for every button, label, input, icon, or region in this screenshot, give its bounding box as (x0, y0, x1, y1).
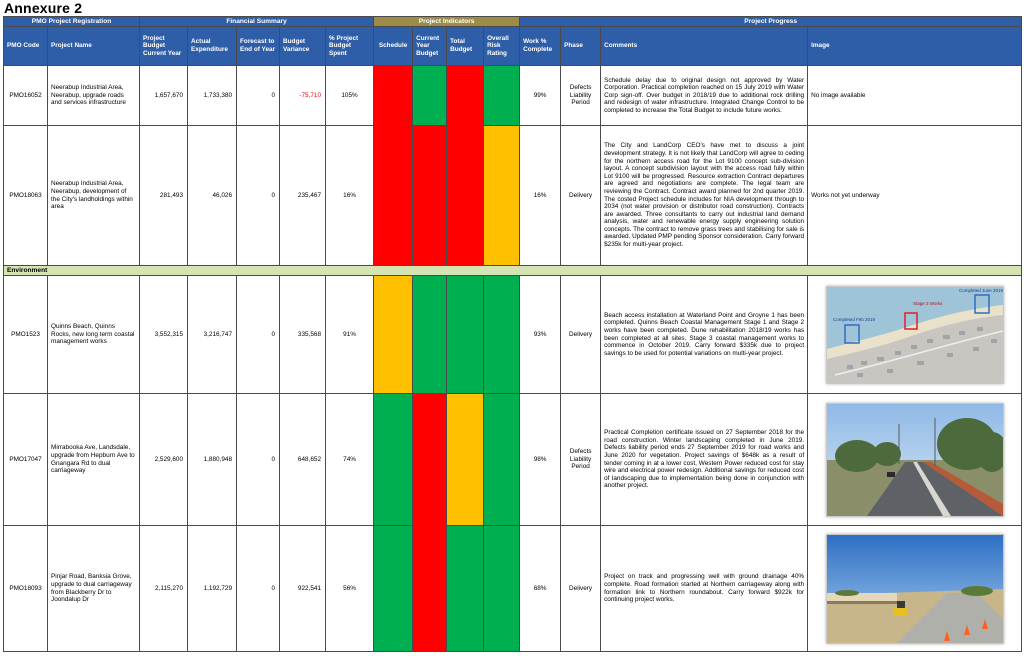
comments: The City and LandCorp CEO's have met to discuss a joint development strategy. It is not likely that LandCorp will agree to ceding for the northern access road for the Lot 9100 concept sub-division layout. A concept subdivision layout with the access road fully within Lot 9100 will be progressed. Resource extraction Contract departures are agreed and negotiations are complete. The legal team are reviewing the Contract. Contract award planned for 2nd quarter 2019. The costed Project schedule includes for NIA development through to 2034 (not water provision or distributor road construction). Contracts are awarded. Three consultants to carry out industrial land demand analysis, water and renewable energy supply engineering solution concepts. The contract to remove grass trees and stabilising for sale is awarded. Updated PMP pending Sponsor consideration. Carry forward $235k for multi-year project. (601, 126, 808, 266)
schedule-indicator (374, 66, 413, 126)
budget-value: 1,657,670 (140, 66, 188, 126)
col-spent: % Project Budget Spent (326, 27, 374, 66)
phase: Delivery (561, 526, 601, 652)
total-budget-indicator (447, 394, 484, 526)
variance-value: -75,710 (280, 66, 326, 126)
road-photo-graphic (827, 404, 1003, 516)
group-financial: Financial Summary (140, 17, 374, 27)
group-registration: PMO Project Registration (4, 17, 140, 27)
forecast-value: 0 (237, 394, 280, 526)
comments: Project on track and progressing well with ground drainage 40% complete. Road formation started at Northern carriageway along with formation link to Northern roundabout. Carry forward $922k for continuing project works. (601, 526, 808, 652)
table-row (4, 526, 1022, 652)
actual-value: 1,192,729 (188, 526, 237, 652)
pmo-code: PMO16052 (4, 66, 48, 126)
group-indicators: Project Indicators (374, 17, 520, 27)
budget-value: 2,115,270 (140, 526, 188, 652)
total-budget-indicator (447, 276, 484, 394)
col-risk: Overall Risk Rating (484, 27, 520, 66)
spent-value: 16% (326, 126, 374, 266)
cy-budget-indicator (413, 276, 447, 394)
phase: Delivery (561, 126, 601, 266)
phase: Defects Liability Period (561, 394, 601, 526)
project-name: Neerabup Industrial Area, Neerabup, upgrade roads and services infrastructure (48, 66, 140, 126)
risk-indicator (484, 126, 520, 266)
table-row (4, 126, 1022, 266)
pmo-code: PMO18063 (4, 126, 48, 266)
comments: Practical Completion certificate issued on 27 September 2018 for the road construction. Winter landscaping completed in June 2019. Defects liability period ends 27 September 2019 for road works and June 2020 for vegetation. Project savings of $648k as a result of tender coming in at a lower cost, Western Power reduced cost for stay wire and electrical power redesign. Additional savings for reduced cost of landscaping due to implementation being done in conjunction with another project. (601, 394, 808, 526)
budget-value: 281,493 (140, 126, 188, 266)
work-complete: 68% (520, 526, 561, 652)
col-work: Work % Complete (520, 27, 561, 66)
image-note: No image available (808, 66, 1022, 126)
comments: Beach access installation at Waterland Point and Groyne 1 has been completed. Quinns Beach Coastal Management Stage 1 and Stage 2 works have been completed. Dune rehabilitation 2018/19 works has been completed at all sites. Stage 3 coastal management works to commence in October 2019. Carry forward $335k due to project savings to be used for potential variations on multi-year project. (601, 276, 808, 394)
total-budget-indicator (447, 526, 484, 652)
forecast-value: 0 (237, 66, 280, 126)
image-cell (808, 394, 1022, 526)
aerial-map-image (826, 286, 1004, 384)
variance-value: 648,652 (280, 394, 326, 526)
budget-value: 3,552,315 (140, 276, 188, 394)
cy-budget-indicator (413, 126, 447, 266)
table-row (4, 394, 1022, 526)
schedule-indicator (374, 276, 413, 394)
forecast-value: 0 (237, 276, 280, 394)
spent-value: 91% (326, 276, 374, 394)
work-complete: 99% (520, 66, 561, 126)
phase: Defects Liability Period (561, 66, 601, 126)
phase: Delivery (561, 276, 601, 394)
budget-value: 2,529,600 (140, 394, 188, 526)
construction-photo-image (826, 534, 1004, 644)
schedule-indicator (374, 526, 413, 652)
col-total-budget: Total Budget (447, 27, 484, 66)
image-cell (808, 526, 1022, 652)
table-row (4, 66, 1022, 126)
map-label: Completed Feb 2019 (832, 316, 875, 322)
variance-value: 335,568 (280, 276, 326, 394)
pmo-code: PMO17047 (4, 394, 48, 526)
actual-value: 3,216,747 (188, 276, 237, 394)
col-variance: Budget Variance (280, 27, 326, 66)
col-name: Project Name (48, 27, 140, 66)
col-forecast: Forecast to End of Year (237, 27, 280, 66)
forecast-value: 0 (237, 526, 280, 652)
comments: Schedule delay due to original design not approved by Water Corporation. Practical completion reached on 15 July 2019 with Water Corp sign-off. Over budget in 2018/19 due to additional rock drilling and redesign of water infrastructure. Integrated Change Control to be completed to increase the Total Budget to include future works. (601, 66, 808, 126)
cy-budget-indicator (413, 394, 447, 526)
cy-budget-indicator (413, 526, 447, 652)
col-schedule: Schedule (374, 27, 413, 66)
pmo-code: PMO18093 (4, 526, 48, 652)
work-complete: 16% (520, 126, 561, 266)
page-title: Annexure 2 (4, 0, 83, 16)
spent-value: 105% (326, 66, 374, 126)
construction-photo-graphic (827, 535, 1003, 643)
col-budget: Project Budget Current Year (140, 27, 188, 66)
image-cell (808, 276, 1022, 394)
forecast-value: 0 (237, 126, 280, 266)
image-note: Works not yet underway (808, 126, 1022, 266)
map-label: Completed June 2019 (958, 287, 1003, 293)
group-header-row (4, 17, 1022, 27)
project-name: Mirrabooka Ave, Landsdale, upgrade from Hepburn Ave to Gnangara Rd to dual carriageway (48, 394, 140, 526)
work-complete: 98% (520, 394, 561, 526)
variance-value: 235,467 (280, 126, 326, 266)
variance-value: 922,541 (280, 526, 326, 652)
risk-indicator (484, 276, 520, 394)
actual-value: 46,026 (188, 126, 237, 266)
project-name: Neerabup Industrial Area, Neerabup, development of the City's landholdings within area (48, 126, 140, 266)
spent-value: 74% (326, 394, 374, 526)
table-row (4, 276, 1022, 394)
col-comments: Comments (601, 27, 808, 66)
actual-value: 1,880,948 (188, 394, 237, 526)
schedule-indicator (374, 126, 413, 266)
risk-indicator (484, 394, 520, 526)
spent-value: 56% (326, 526, 374, 652)
road-photo-image (826, 403, 1004, 517)
map-label: Stage 3 Works (912, 300, 943, 306)
cy-budget-indicator (413, 66, 447, 126)
section-title: Environment (4, 266, 1022, 276)
section-row (4, 266, 1022, 276)
project-report-table (3, 16, 1022, 652)
col-code: PMO Code (4, 27, 48, 66)
risk-indicator (484, 526, 520, 652)
column-header-row (4, 27, 1022, 66)
col-phase: Phase (561, 27, 601, 66)
project-name: Quinns Beach, Quinns Rocks, new long term coastal management works (48, 276, 140, 394)
group-progress: Project Progress (520, 17, 1022, 27)
pmo-code: PMO1523 (4, 276, 48, 394)
col-actual: Actual Expenditure (188, 27, 237, 66)
actual-value: 1,733,380 (188, 66, 237, 126)
col-cy-budget: Current Year Budget (413, 27, 447, 66)
aerial-map-graphic (827, 287, 1003, 383)
work-complete: 93% (520, 276, 561, 394)
risk-indicator (484, 66, 520, 126)
col-image: Image (808, 27, 1022, 66)
schedule-indicator (374, 394, 413, 526)
total-budget-indicator (447, 126, 484, 266)
total-budget-indicator (447, 66, 484, 126)
project-name: Pinjar Road, Banksia Grove, upgrade to dual carriageway from Blackberry Dr to Joondalup Dr (48, 526, 140, 652)
